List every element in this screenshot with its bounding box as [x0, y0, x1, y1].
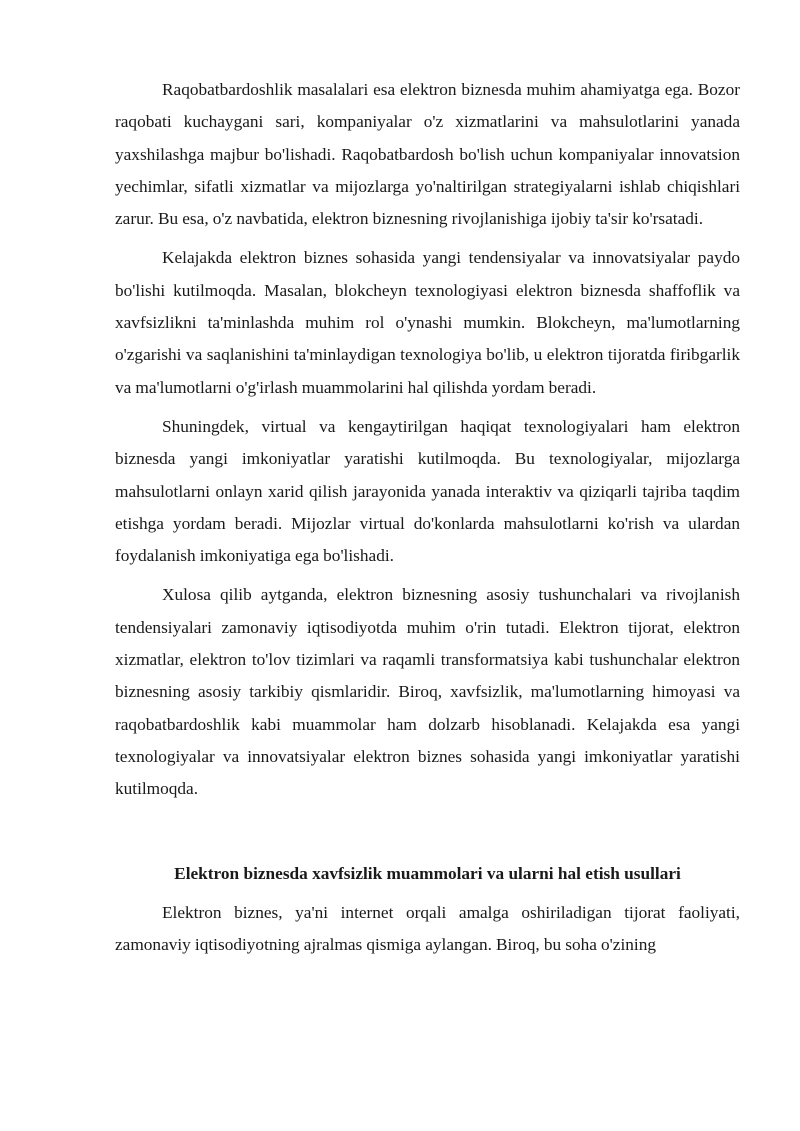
paragraph-kelajakda: Kelajakda elektron biznes sohasida yangi tendensiyalar va innovatsiyalar paydo bo'lishi kutilmoqda. Masalan, blokcheyn texnologiyasi elektron biznesda shaffoflik va xavfsizlikni ta'minlashda muhim rol o'ynashi mumkin. Blokcheyn, ma'lumotlarning o'zgarishi va saqlanishini ta'minlaydigan texnologiya bo'lib, u elektron tijoratda firibgarlik va ma'lumotlarni o'g'irlash muammolarini hal qilishda yordam beradi.: [115, 248, 740, 397]
paragraph-shuningdek: Shuningdek, virtual va kengaytirilgan haqiqat texnologiyalari ham elektron biznesda yangi imkoniyatlar yaratishi kutilmoqda. Bu texnologiyalar, mijozlarga mahsulotlarni onlayn xarid qilish jarayonida yanada interaktiv va qiziqarli tajriba taqdim etishga yordam beradi. Mijozlar virtual do'konlarda mahsulotlarni ko'rish va ulardan foydalanish imkoniyatiga ega bo'lishadi.: [115, 416, 740, 566]
document-body: [115, 74, 740, 968]
paragraph-xulosa: Xulosa qilib aytganda, elektron biznesning asosiy tushunchalari va rivojlanish tendensiyalari zamonaviy iqtisodiyotda muhim o'rin tutadi. Elektron tijorat, elektron xizmatlar, elektron to'lov tizimlari va raqamli transformatsiya kabi tushunchalar elektron biznesning asosiy tarkibiy qismlaridir. Biroq, xavfsizlik, ma'lumotlarning himoyasi va raqobatbardoshlik kabi muammolar ham dolzarb hisoblanadi. Kelajakda esa yangi texnologiyalar va innovatsiyalar elektron biznes sohasida yangi imkoniyatlar yaratishi kutilmoqda.: [115, 585, 740, 799]
paragraph-raqobatbardoshlik: Raqobatbardoshlik masalalari esa elektron biznesda muhim ahamiyatga ega. Bozor raqobati kuchaygani sari, kompaniyalar o'z xizmatlarini va mahsulotlarini yanada yaxshilashga majbur bo'lishadi. Raqobatbardosh bo'lish uchun kompaniyalar innovatsion yechimlar, sifatli xizmatlar va mijozlarga yo'naltirilgan strategiyalarni ishlab chiqishlari zarur. Bu esa, o'z navbatida, elektron biznesning rivojlanishiga ijobiy ta'sir ko'rsatadi.: [115, 80, 740, 229]
section-heading: Elektron biznesda xavfsizlik muammolari va ularni hal etish usullari: [174, 863, 681, 883]
paragraph-elektron-biznes: Elektron biznes, ya'ni internet orqali amalga oshiriladigan tijorat faoliyati, zamonaviy iqtisodiyotning ajralmas qismiga aylangan. Biroq, bu soha o'zining: [115, 902, 740, 955]
